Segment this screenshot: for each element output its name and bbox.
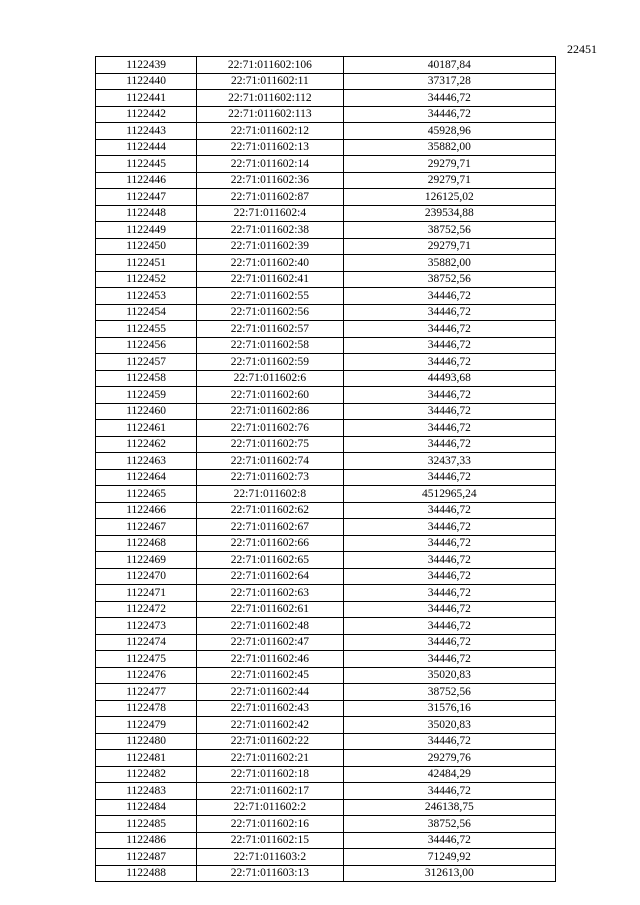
record-number-cell: 1122472 xyxy=(96,601,197,618)
record-number-cell: 1122484 xyxy=(96,799,197,816)
cadastral-value-cell: 38752,56 xyxy=(343,222,555,239)
record-number-cell: 1122478 xyxy=(96,700,197,717)
cadastral-value-cell: 38752,56 xyxy=(343,684,555,701)
record-number-cell: 1122457 xyxy=(96,354,197,371)
cadastral-value-cell: 38752,56 xyxy=(343,271,555,288)
cadastral-value-cell: 40187,84 xyxy=(343,57,555,74)
cadastral-value-cell: 42484,29 xyxy=(343,766,555,783)
table-row xyxy=(96,189,556,206)
record-number-cell: 1122468 xyxy=(96,535,197,552)
cadastral-number-cell: 22:71:011602:36 xyxy=(197,172,343,189)
record-number-cell: 1122439 xyxy=(96,57,197,74)
cadastral-number-cell: 22:71:011602:59 xyxy=(197,354,343,371)
cadastral-number-cell: 22:71:011602:47 xyxy=(197,634,343,651)
record-number-cell: 1122488 xyxy=(96,865,197,882)
table-row xyxy=(96,370,556,387)
table-row xyxy=(96,634,556,651)
table-row xyxy=(96,469,556,486)
cadastral-number-cell: 22:71:011602:39 xyxy=(197,238,343,255)
record-number-cell: 1122482 xyxy=(96,766,197,783)
cadastral-number-cell: 22:71:011602:86 xyxy=(197,403,343,420)
cadastral-value-cell: 239534,88 xyxy=(343,205,555,222)
cadastral-number-cell: 22:71:011602:73 xyxy=(197,469,343,486)
page-number: 22451 xyxy=(567,42,597,56)
table-row xyxy=(96,73,556,90)
table-row xyxy=(96,750,556,767)
table-row xyxy=(96,568,556,585)
cadastral-value-cell: 29279,71 xyxy=(343,156,555,173)
cadastral-value-cell: 34446,72 xyxy=(343,304,555,321)
record-number-cell: 1122445 xyxy=(96,156,197,173)
table-row xyxy=(96,304,556,321)
cadastral-number-cell: 22:71:011602:15 xyxy=(197,832,343,849)
table-row xyxy=(96,601,556,618)
table-row xyxy=(96,321,556,338)
record-number-cell: 1122474 xyxy=(96,634,197,651)
record-number-cell: 1122440 xyxy=(96,73,197,90)
cadastral-value-cell: 246138,75 xyxy=(343,799,555,816)
table-row xyxy=(96,123,556,140)
cadastral-number-cell: 22:71:011602:106 xyxy=(197,57,343,74)
record-number-cell: 1122485 xyxy=(96,816,197,833)
cadastral-value-cell: 34446,72 xyxy=(343,634,555,651)
cadastral-number-cell: 22:71:011602:12 xyxy=(197,123,343,140)
cadastral-value-cell: 34446,72 xyxy=(343,420,555,437)
table-row xyxy=(96,519,556,536)
cadastral-value-cell: 34446,72 xyxy=(343,618,555,635)
record-number-cell: 1122479 xyxy=(96,717,197,734)
cadastral-value-cell: 29279,71 xyxy=(343,172,555,189)
record-number-cell: 1122449 xyxy=(96,222,197,239)
record-number-cell: 1122450 xyxy=(96,238,197,255)
cadastral-value-cell: 34446,72 xyxy=(343,90,555,107)
cadastral-number-cell: 22:71:011602:11 xyxy=(197,73,343,90)
cadastral-number-cell: 22:71:011602:4 xyxy=(197,205,343,222)
cadastral-number-cell: 22:71:011602:66 xyxy=(197,535,343,552)
record-number-cell: 1122477 xyxy=(96,684,197,701)
table-row xyxy=(96,717,556,734)
cadastral-number-cell: 22:71:011602:74 xyxy=(197,453,343,470)
table-row xyxy=(96,667,556,684)
cadastral-value-cell: 44493,68 xyxy=(343,370,555,387)
cadastral-value-cell: 29279,76 xyxy=(343,750,555,767)
cadastral-number-cell: 22:71:011602:61 xyxy=(197,601,343,618)
cadastral-number-cell: 22:71:011602:55 xyxy=(197,288,343,305)
table-row xyxy=(96,502,556,519)
cadastral-value-cell: 312613,00 xyxy=(343,865,555,882)
cadastral-value-cell: 34446,72 xyxy=(343,733,555,750)
cadastral-number-cell: 22:71:011602:75 xyxy=(197,436,343,453)
cadastral-value-cell: 34446,72 xyxy=(343,321,555,338)
cadastral-number-cell: 22:71:011602:2 xyxy=(197,799,343,816)
record-number-cell: 1122453 xyxy=(96,288,197,305)
cadastral-number-cell: 22:71:011603:13 xyxy=(197,865,343,882)
record-number-cell: 1122471 xyxy=(96,585,197,602)
record-number-cell: 1122461 xyxy=(96,420,197,437)
record-number-cell: 1122447 xyxy=(96,189,197,206)
cadastral-number-cell: 22:71:011602:22 xyxy=(197,733,343,750)
table-row xyxy=(96,651,556,668)
table-row xyxy=(96,486,556,503)
table-row xyxy=(96,783,556,800)
table-row xyxy=(96,436,556,453)
cadastral-number-cell: 22:71:011602:48 xyxy=(197,618,343,635)
table-row xyxy=(96,238,556,255)
record-number-cell: 1122469 xyxy=(96,552,197,569)
table-row xyxy=(96,832,556,849)
cadastral-number-cell: 22:71:011602:17 xyxy=(197,783,343,800)
table-row xyxy=(96,57,556,74)
cadastral-value-cell: 34446,72 xyxy=(343,337,555,354)
table-row xyxy=(96,535,556,552)
cadastral-number-cell: 22:71:011602:14 xyxy=(197,156,343,173)
record-number-cell: 1122476 xyxy=(96,667,197,684)
cadastral-number-cell: 22:71:011602:16 xyxy=(197,816,343,833)
cadastral-number-cell: 22:71:011602:46 xyxy=(197,651,343,668)
cadastral-value-cell: 34446,72 xyxy=(343,502,555,519)
record-number-cell: 1122448 xyxy=(96,205,197,222)
table-row xyxy=(96,255,556,272)
cadastral-number-cell: 22:71:011602:40 xyxy=(197,255,343,272)
cadastral-value-cell: 4512965,24 xyxy=(343,486,555,503)
cadastral-number-cell: 22:71:011602:65 xyxy=(197,552,343,569)
cadastral-number-cell: 22:71:011602:6 xyxy=(197,370,343,387)
cadastral-number-cell: 22:71:011602:112 xyxy=(197,90,343,107)
cadastral-number-cell: 22:71:011602:67 xyxy=(197,519,343,536)
cadastral-value-cell: 35020,83 xyxy=(343,667,555,684)
cadastral-value-cell: 34446,72 xyxy=(343,403,555,420)
record-number-cell: 1122467 xyxy=(96,519,197,536)
record-number-cell: 1122466 xyxy=(96,502,197,519)
record-number-cell: 1122473 xyxy=(96,618,197,635)
record-number-cell: 1122486 xyxy=(96,832,197,849)
record-number-cell: 1122459 xyxy=(96,387,197,404)
table-row xyxy=(96,766,556,783)
record-number-cell: 1122458 xyxy=(96,370,197,387)
cadastral-number-cell: 22:71:011602:113 xyxy=(197,106,343,123)
cadastral-number-cell: 22:71:011602:13 xyxy=(197,139,343,156)
table-row xyxy=(96,139,556,156)
cadastral-value-cell: 71249,92 xyxy=(343,849,555,866)
cadastral-number-cell: 22:71:011602:42 xyxy=(197,717,343,734)
record-number-cell: 1122487 xyxy=(96,849,197,866)
cadastral-value-cell: 35882,00 xyxy=(343,255,555,272)
table-row xyxy=(96,337,556,354)
table-row xyxy=(96,799,556,816)
cadastral-number-cell: 22:71:011602:58 xyxy=(197,337,343,354)
record-number-cell: 1122483 xyxy=(96,783,197,800)
cadastral-value-cell: 34446,72 xyxy=(343,535,555,552)
record-number-cell: 1122481 xyxy=(96,750,197,767)
table-row xyxy=(96,288,556,305)
cadastral-number-cell: 22:71:011603:2 xyxy=(197,849,343,866)
cadastral-value-cell: 34446,72 xyxy=(343,387,555,404)
cadastral-value-cell: 34446,72 xyxy=(343,601,555,618)
record-number-cell: 1122442 xyxy=(96,106,197,123)
table-row xyxy=(96,271,556,288)
record-number-cell: 1122455 xyxy=(96,321,197,338)
table-row xyxy=(96,700,556,717)
cadastral-number-cell: 22:71:011602:87 xyxy=(197,189,343,206)
table-row xyxy=(96,453,556,470)
cadastral-value-cell: 34446,72 xyxy=(343,783,555,800)
cadastral-number-cell: 22:71:011602:45 xyxy=(197,667,343,684)
table-row xyxy=(96,387,556,404)
record-number-cell: 1122452 xyxy=(96,271,197,288)
cadastral-value-cell: 37317,28 xyxy=(343,73,555,90)
record-number-cell: 1122441 xyxy=(96,90,197,107)
cadastral-value-cell: 34446,72 xyxy=(343,106,555,123)
record-number-cell: 1122456 xyxy=(96,337,197,354)
table-row xyxy=(96,90,556,107)
table-row xyxy=(96,106,556,123)
cadastral-number-cell: 22:71:011602:43 xyxy=(197,700,343,717)
table-row xyxy=(96,420,556,437)
table-row xyxy=(96,354,556,371)
table-row xyxy=(96,222,556,239)
record-number-cell: 1122443 xyxy=(96,123,197,140)
cadastral-number-cell: 22:71:011602:60 xyxy=(197,387,343,404)
cadastral-value-cell: 35020,83 xyxy=(343,717,555,734)
cadastral-number-cell: 22:71:011602:63 xyxy=(197,585,343,602)
table-row xyxy=(96,403,556,420)
table-row xyxy=(96,849,556,866)
cadastral-number-cell: 22:71:011602:44 xyxy=(197,684,343,701)
cadastral-value-table xyxy=(95,56,556,882)
table-row xyxy=(96,816,556,833)
cadastral-number-cell: 22:71:011602:18 xyxy=(197,766,343,783)
record-number-cell: 1122454 xyxy=(96,304,197,321)
table-row xyxy=(96,552,556,569)
cadastral-value-cell: 34446,72 xyxy=(343,568,555,585)
cadastral-value-cell: 34446,72 xyxy=(343,354,555,371)
cadastral-number-cell: 22:71:011602:8 xyxy=(197,486,343,503)
cadastral-number-cell: 22:71:011602:64 xyxy=(197,568,343,585)
cadastral-number-cell: 22:71:011602:57 xyxy=(197,321,343,338)
record-number-cell: 1122463 xyxy=(96,453,197,470)
cadastral-value-cell: 34446,72 xyxy=(343,552,555,569)
table-row xyxy=(96,205,556,222)
record-number-cell: 1122464 xyxy=(96,469,197,486)
table-row xyxy=(96,585,556,602)
cadastral-value-cell: 31576,16 xyxy=(343,700,555,717)
table-row xyxy=(96,156,556,173)
table-row xyxy=(96,865,556,882)
cadastral-value-cell: 45928,96 xyxy=(343,123,555,140)
cadastral-value-cell: 29279,71 xyxy=(343,238,555,255)
record-number-cell: 1122462 xyxy=(96,436,197,453)
cadastral-value-cell: 38752,56 xyxy=(343,816,555,833)
table-row xyxy=(96,172,556,189)
cadastral-number-cell: 22:71:011602:21 xyxy=(197,750,343,767)
cadastral-number-cell: 22:71:011602:62 xyxy=(197,502,343,519)
cadastral-value-cell: 34446,72 xyxy=(343,288,555,305)
cadastral-value-cell: 34446,72 xyxy=(343,651,555,668)
record-number-cell: 1122444 xyxy=(96,139,197,156)
cadastral-value-cell: 34446,72 xyxy=(343,519,555,536)
cadastral-value-cell: 34446,72 xyxy=(343,832,555,849)
record-number-cell: 1122446 xyxy=(96,172,197,189)
cadastral-number-cell: 22:71:011602:76 xyxy=(197,420,343,437)
table-row xyxy=(96,684,556,701)
cadastral-number-cell: 22:71:011602:38 xyxy=(197,222,343,239)
cadastral-number-cell: 22:71:011602:56 xyxy=(197,304,343,321)
record-number-cell: 1122475 xyxy=(96,651,197,668)
cadastral-value-cell: 34446,72 xyxy=(343,585,555,602)
record-number-cell: 1122470 xyxy=(96,568,197,585)
record-number-cell: 1122480 xyxy=(96,733,197,750)
cadastral-value-cell: 35882,00 xyxy=(343,139,555,156)
cadastral-value-cell: 34446,72 xyxy=(343,436,555,453)
cadastral-value-cell: 34446,72 xyxy=(343,469,555,486)
record-number-cell: 1122451 xyxy=(96,255,197,272)
table-body xyxy=(96,57,556,882)
table-row xyxy=(96,618,556,635)
record-number-cell: 1122460 xyxy=(96,403,197,420)
cadastral-value-cell: 126125,02 xyxy=(343,189,555,206)
record-number-cell: 1122465 xyxy=(96,486,197,503)
cadastral-number-cell: 22:71:011602:41 xyxy=(197,271,343,288)
table-row xyxy=(96,733,556,750)
cadastral-value-cell: 32437,33 xyxy=(343,453,555,470)
